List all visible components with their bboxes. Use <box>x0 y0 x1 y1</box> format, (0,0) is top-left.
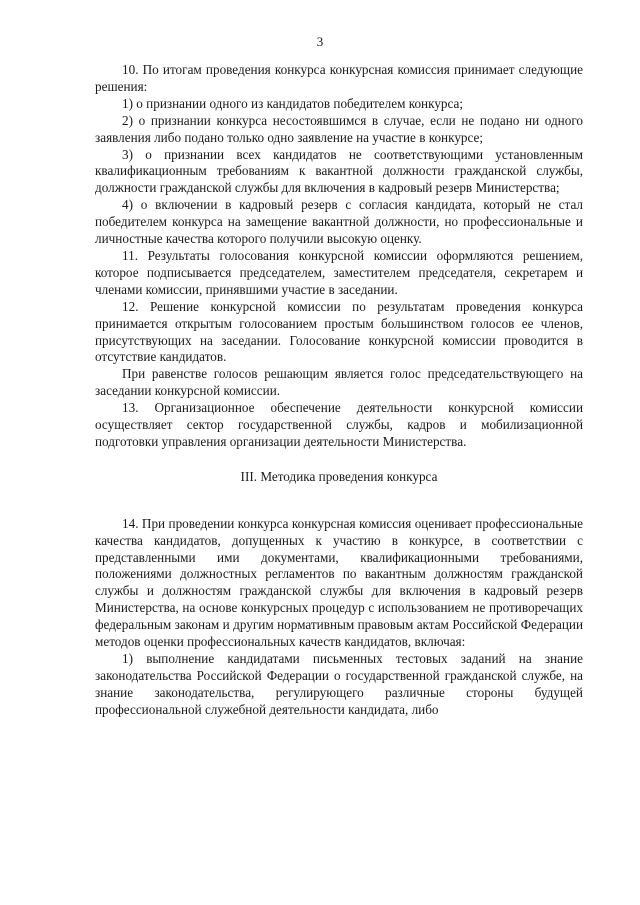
paragraph-10-item-1: 1) о признании одного из кандидатов победителем конкурса; <box>122 95 464 111</box>
paragraph-10: 10. По итогам проведения конкурса конкурсная комиссия принимает следующие решения: <box>95 62 583 94</box>
paragraph-14-item-1: 1) выполнение кандидатами письменных тестовых заданий на знание законодательства Российской Федерации о государственной гражданской службе, на знание законодательства, регулирующего различные стороны будущей профессиональной служебной деятельности кандидата, либо <box>95 651 583 717</box>
document-body <box>95 62 583 719</box>
paragraph-12: 12. Решение конкурсной комиссии по результатам проведения конкурса принимается открытым голосованием простым большинством голосов ее членов, присутствующих на заседании. Голосование конкурсной комиссии проводится в отсутствие кандидатов. <box>95 298 583 365</box>
paragraph-10-item-4: 4) о включении в кадровый резерв с согласия кандидата, который не стал победителем конкурса на замещение вакантной должности, но профессиональные и личностные качества которого получили высокую оценку. <box>95 197 583 247</box>
paragraph-11: 11. Результаты голосования конкурсной комиссии оформляются решением, которое подписывается председателем, заместителем председателя, секретарем и членами комиссии, принявшими участие в заседании. <box>95 247 583 297</box>
page-number: 3 <box>316 34 324 49</box>
paragraph-12-tie-rule: При равенстве голосов решающим является голос председательствующего на заседании конкурсной комиссии. <box>95 366 583 399</box>
paragraph-10-item-2: 2) о признании конкурса несостоявшимся в случае, если не подано ни одного заявления либо подано только одно заявление на участие в конкурсе; <box>95 112 583 145</box>
paragraph-10-item-3: 3) о признании всех кандидатов не соответствующими установленным квалификационным требованиям к вакантной должности гражданской службы, должности гражданской службы для включения в кадровый резерв Министерства; <box>95 146 583 196</box>
section-heading: III. Методика проведения конкурса <box>240 468 438 484</box>
paragraph-13: 13. Организационное обеспечение деятельности конкурсной комиссии осуществляет сектор государственной службы, кадров и мобилизационной подготовки управления организации деятельности Министерства. <box>95 400 583 449</box>
paragraph-14: 14. При проведении конкурса конкурсная комиссия оценивает профессиональные качества кандидатов, допущенных к участию в конкурсе, в соответствии с представленными ими документами, квалификационными требованиями, положениями должностных регламентов по вакантным должностям гражданской службы и должностям гражданской службы для включения в кадровый резерв Министерства, на основе конкурсных процедур с использованием не противоречащих федеральным законам и другим нормативным правовым актам Российской Федерации методов оценки профессиональных качеств кандидатов, включая: <box>95 515 583 650</box>
